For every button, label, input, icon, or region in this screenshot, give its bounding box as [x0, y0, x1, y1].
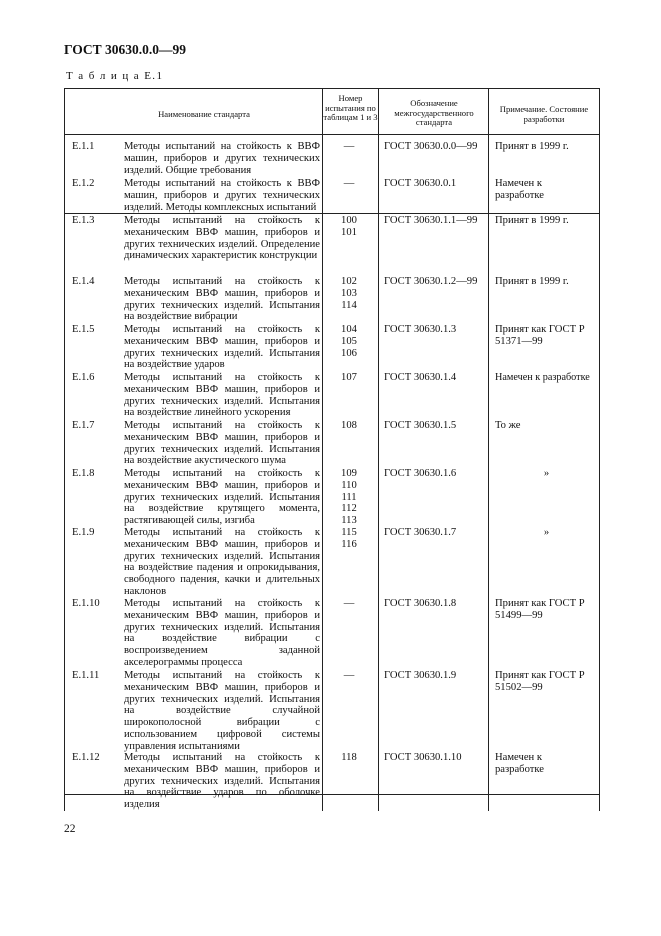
row-note: Намечен к разработке [495, 178, 544, 201]
row-note: » [543, 527, 550, 538]
test-number-list [326, 276, 372, 311]
standard-designation: ГОСТ 30630.1.7 [384, 527, 457, 538]
column-header-test-number: Номер испытания по таблицам 1 и 3 [323, 93, 378, 123]
test-number: 109 [341, 468, 357, 479]
standard-name: Методы испытаний на стойкость к механическим ВВФ машин, приборов и других технических изделий. Испытания на воздействие крутящего момента, растягивающей силы, изгиба [124, 468, 320, 527]
test-number: 105 [341, 335, 357, 347]
test-number: 106 [341, 347, 357, 359]
row-note: Принят как ГОСТ Р 51502—99 [495, 670, 585, 693]
test-number: 100 [341, 215, 357, 226]
standard-designation: ГОСТ 30630.1.2—99 [384, 276, 478, 287]
row-note: То же [495, 420, 521, 431]
standard-name: Методы испытаний на стойкость к механическим ВВФ машин, приборов и других технических изделий. Испытания на воздействие линейного ускорения [124, 372, 320, 419]
test-number: 113 [341, 515, 357, 527]
test-number: 102 [341, 276, 357, 287]
row-code: Е.1.3 [72, 215, 95, 226]
standard-designation: ГОСТ 30630.1.9 [384, 670, 457, 681]
test-number: 116 [341, 538, 357, 550]
row-note: Принят в 1999 г. [495, 141, 569, 152]
row-code: Е.1.6 [72, 372, 95, 383]
row-code: Е.1.10 [72, 598, 100, 609]
test-number: 118 [341, 752, 357, 763]
test-number: 110 [341, 479, 357, 491]
standard-designation: ГОСТ 30630.0.0—99 [384, 141, 478, 152]
test-number: 112 [341, 503, 357, 515]
row-note: Намечен к разработке [495, 372, 590, 383]
standard-designation: ГОСТ 30630.1.4 [384, 372, 457, 383]
test-number-list [326, 752, 372, 764]
row-code: Е.1.8 [72, 468, 95, 479]
standards-table [64, 88, 600, 811]
row-note: Принят как ГОСТ Р 51499—99 [495, 598, 585, 621]
test-number: 115 [341, 527, 357, 538]
column-divider-number [378, 88, 379, 811]
row-code: Е.1.11 [72, 670, 100, 681]
table-right-border [599, 88, 600, 811]
column-header-designation: Обозначение межгосударственного стандарта [394, 98, 474, 128]
page-number: 22 [64, 823, 76, 835]
standard-name: Методы испытаний на стойкость к механическим ВВФ машин, приборов и других технических изделий. Испытания на воздействие ударов по оболочке изделия [124, 752, 320, 811]
standard-designation: ГОСТ 30630.1.8 [384, 598, 457, 609]
standard-name: Методы испытаний на стойкость к механическим ВВФ машин, приборов и других технических изделий. Испытания на воздействие вибрации [124, 276, 320, 323]
test-number: — [343, 598, 355, 609]
table-top-border [64, 88, 600, 89]
standard-name: Методы испытаний на стойкость к ВВФ машин, приборов и других технических изделий. Общие требования [124, 141, 320, 176]
row-note: Принят в 1999 г. [495, 215, 569, 226]
test-number: — [343, 178, 355, 189]
row-code: Е.1.2 [72, 178, 95, 189]
standard-designation: ГОСТ 30630.0.1 [384, 178, 457, 189]
row-note: Намечен к разработке [495, 752, 544, 775]
test-number: 101 [341, 226, 357, 238]
test-number-list [326, 420, 372, 432]
standard-name: Методы испытаний на стойкость к механическим ВВФ машин, приборов и других технических изделий. Испытания на воздействие случайной широкополосной вибрации с использованием цифровой системы управления испытаниями [124, 670, 320, 752]
test-number: 107 [341, 372, 357, 383]
test-number-list [326, 468, 372, 527]
test-number: 108 [341, 420, 357, 431]
test-number-list [326, 324, 372, 359]
test-number-list [326, 215, 372, 239]
document-code-header: ГОСТ 30630.0.0—99 [64, 42, 187, 57]
standard-name: Методы испытаний на стойкость к механическим ВВФ машин, приборов и других технических изделий. Испытания на воздействие ударов [124, 324, 320, 371]
standard-name: Методы испытаний на стойкость к механическим ВВФ машин, приборов и других технических изделий. Испытания на воздействие падения и опрокидывания, свободного падения, качки и длительных наклонов [124, 527, 320, 597]
standard-name: Методы испытаний на стойкость к механическим ВВФ машин, приборов и других технических изделий. Испытания на воздействие вибрации с воспроизведением заданной акселерограммы процесса [124, 598, 320, 668]
row-note: » [543, 468, 550, 479]
standard-designation: ГОСТ 30630.1.6 [384, 468, 457, 479]
test-number-list [326, 372, 372, 384]
test-number: — [343, 141, 355, 152]
test-number: 111 [341, 491, 357, 503]
test-number: 114 [341, 299, 357, 311]
standard-name: Методы испытаний на стойкость к ВВФ машин, приборов и других технических изделий. Методы комплексных испытаний [124, 178, 320, 213]
table-caption: Т а б л и ц а Е.1 [66, 70, 164, 82]
column-header-note: Примечание. Состояние разработки [499, 104, 589, 124]
column-header-name: Наименование стандарта [158, 109, 250, 119]
test-number-list [326, 527, 372, 551]
standard-name: Методы испытаний на стойкость к механическим ВВФ машин, приборов и других технических изделий. Испытания на воздействие акустического шума [124, 420, 320, 467]
row-code: Е.1.7 [72, 420, 95, 431]
row-note: Принят как ГОСТ Р 51371—99 [495, 324, 585, 347]
standard-name: Методы испытаний на стойкость к механическим ВВФ машин, приборов и других технических изделий. Определение динамических характеристик конструкции [124, 215, 320, 262]
column-divider-name [322, 88, 323, 811]
standard-designation: ГОСТ 30630.1.10 [384, 752, 462, 763]
test-number: 103 [341, 287, 357, 299]
standard-designation: ГОСТ 30630.1.1—99 [384, 215, 478, 226]
row-code: Е.1.12 [72, 752, 100, 763]
row-code: Е.1.4 [72, 276, 95, 287]
table-left-border [64, 88, 65, 811]
header-bottom-border [64, 134, 600, 135]
row-code: Е.1.9 [72, 527, 95, 538]
test-number: 104 [341, 324, 357, 335]
test-number: — [343, 670, 355, 681]
column-divider-designation [488, 88, 489, 811]
row-code: Е.1.1 [72, 141, 95, 152]
standard-designation: ГОСТ 30630.1.3 [384, 324, 457, 335]
row-note: Принят в 1999 г. [495, 276, 569, 287]
standard-designation: ГОСТ 30630.1.5 [384, 420, 457, 431]
row-code: Е.1.5 [72, 324, 95, 335]
